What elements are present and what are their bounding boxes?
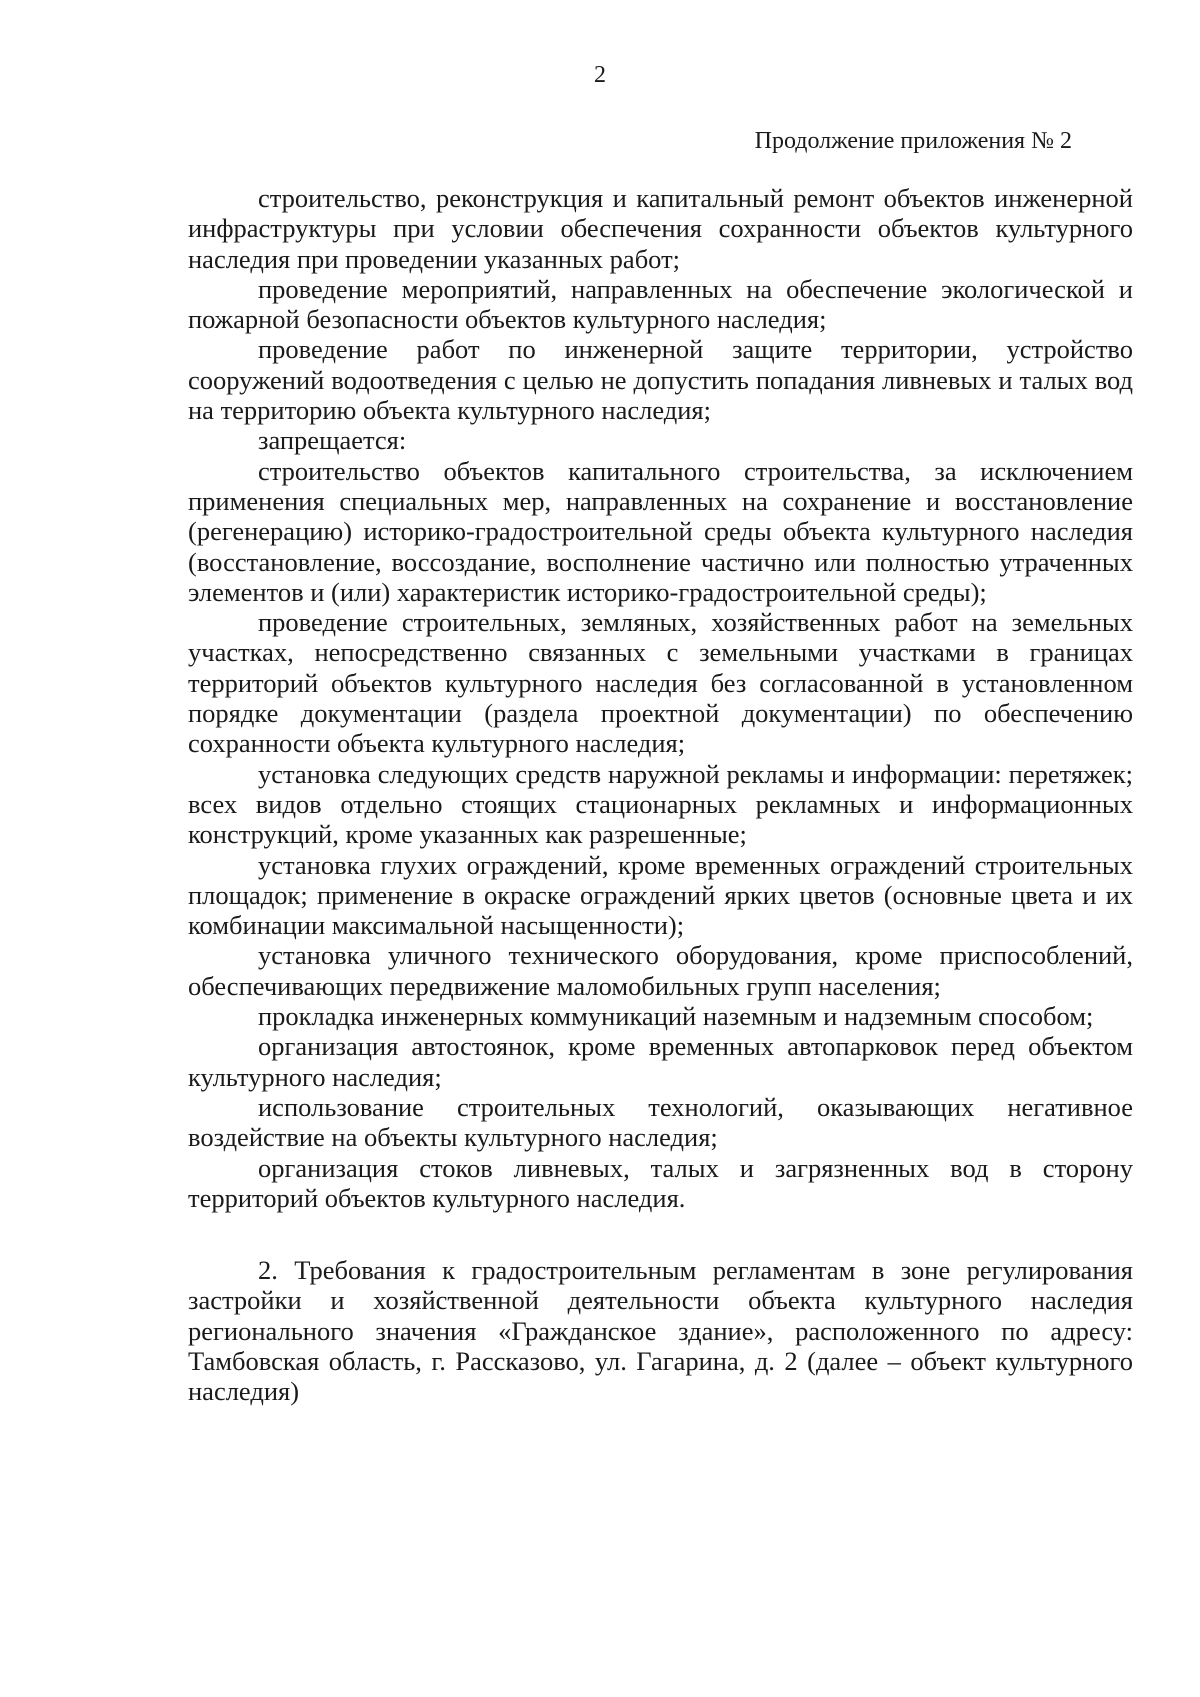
paragraph: организация стоков ливневых, талых и загрязненных вод в сторону территорий объектов культурного наследия. <box>188 1152 1133 1213</box>
paragraph: проведение мероприятий, направленных на обеспечение экологической и пожарной безопасности объектов культурного наследия; <box>188 273 1133 335</box>
paragraph: установка следующих средств наружной рекламы и информации: перетяжек; всех видов отдельно стоящих стационарных рекламных и информационных конструкций, кроме указанных как разрешенные; <box>188 758 1133 850</box>
paragraph: проведение строительных, земляных, хозяйственных работ на земельных участках, непосредственно связанных с земельными участками в границах территорий объектов культурного наследия без согласованной в установленном порядке документации (раздела проектной документации) по обеспечению сохранности объекта культурного наследия; <box>188 607 1133 759</box>
page-number: 2 <box>594 62 606 88</box>
section-2-heading: 2. Требования к градостроительным регламентам в зоне регулирования застройки и хозяйственной деятельности объекта культурного наследия регионального значения «Гражданское здание», расположенного по адресу: Тамбовская область, г. Рассказово, ул. Гагарина, д. 2 (далее – объект культурного наследия) <box>188 1255 1133 1407</box>
paragraph: организация автостоянок, кроме временных автопарковок перед объектом культурного наследия; <box>188 1031 1133 1092</box>
paragraph: запрещается: <box>258 425 407 456</box>
paragraph: установка уличного технического оборудования, кроме приспособлений, обеспечивающих передвижение маломобильных групп населения; <box>188 940 1133 1001</box>
paragraph: прокладка инженерных коммуникаций наземным и надземным способом; <box>258 1001 1094 1032</box>
paragraph: установка глухих ограждений, кроме временных ограждений строительных площадок; применение в окраске ограждений ярких цветов (основные цвета и их комбинации максимальной насыщенности); <box>188 849 1133 941</box>
paragraph: строительство объектов капитального строительства, за исключением применения специальных мер, направленных на сохранение и восстановление (регенерацию) историко-градостроительной среды объекта культурного наследия (восстановление, воссоздание, восполнение частично или полностью утраченных элементов и (или) характеристик историко-градостроительной среды); <box>188 455 1133 607</box>
paragraph: проведение работ по инженерной защите территории, устройство сооружений водоотведения с целью не допустить попадания ливневых и талых вод на территорию объекта культурного наследия; <box>188 334 1133 426</box>
paragraph: использование строительных технологий, оказывающих негативное воздействие на объекты культурного наследия; <box>188 1091 1133 1153</box>
appendix-continuation-note: Продолжение приложения № 2 <box>754 128 1072 154</box>
paragraph: строительство, реконструкция и капитальный ремонт объектов инженерной инфраструктуры при условии обеспечения сохранности объектов культурного наследия при проведении указанных работ; <box>188 183 1133 274</box>
document-body <box>188 183 1133 1407</box>
